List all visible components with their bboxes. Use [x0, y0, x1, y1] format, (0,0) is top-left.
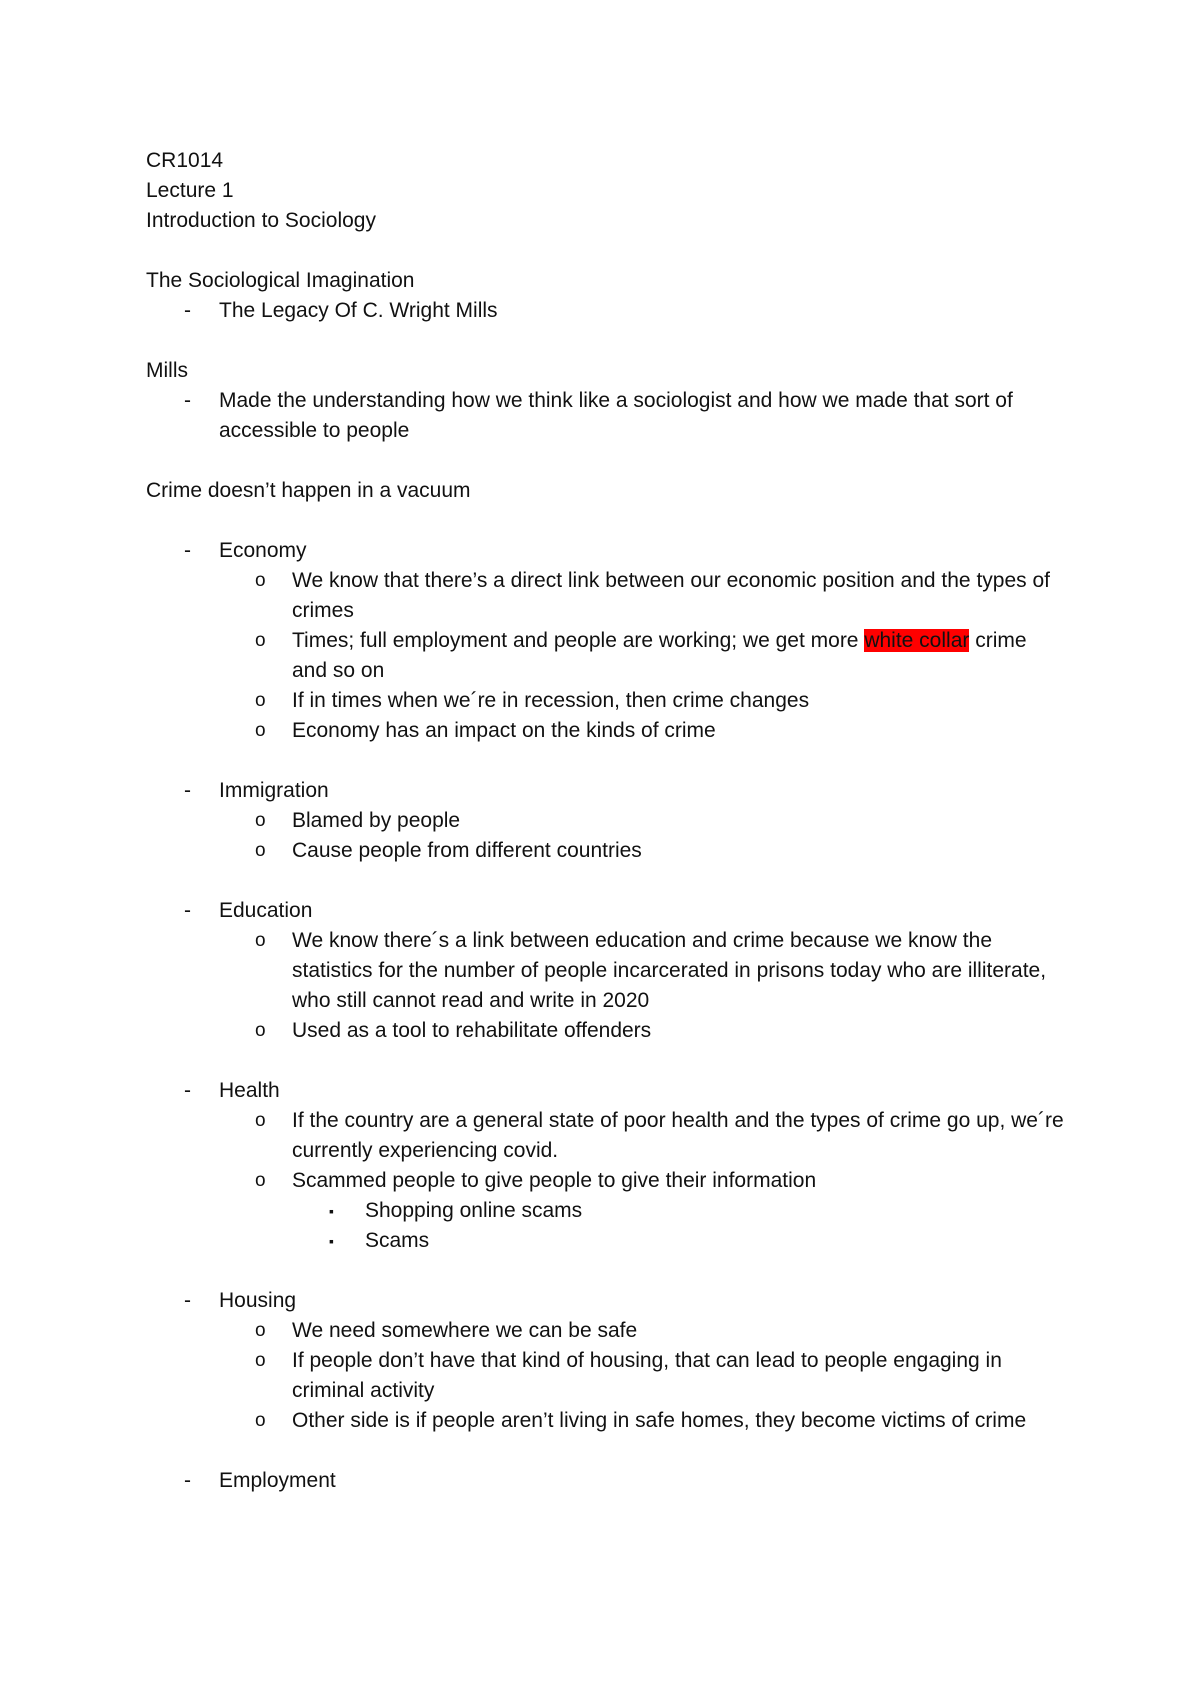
sub-list-item-text: Scammed people to give people to give their information [292, 1169, 817, 1192]
list-item-text: Housing [219, 1289, 297, 1312]
list-item [146, 386, 1066, 446]
sub-list-item-text: If people don’t have that kind of housing, that can lead to people engaging in criminal activity [292, 1349, 1002, 1402]
sub-list-item-text: If the country are a general state of poor health and the types of crime go up, we´re currently experiencing covid. [292, 1109, 1064, 1162]
circle-marker: o [255, 1170, 266, 1191]
sub-list-item-text: Blamed by people [292, 809, 461, 832]
lecture-number: Lecture 1 [146, 179, 234, 202]
sub-list-item-text: Used as a tool to rehabilitate offenders [292, 1019, 652, 1042]
dash-marker: - [184, 1469, 191, 1492]
dash-marker: - [184, 1289, 191, 1312]
sub-list-item [146, 1106, 1066, 1166]
sub-list-item-text: We know that there’s a direct link between our economic position and the types of crimes [292, 569, 1050, 622]
circle-marker: o [255, 570, 266, 591]
sub-list-item [146, 626, 1066, 686]
circle-marker: o [255, 1410, 266, 1431]
circle-marker: o [255, 1020, 266, 1041]
square-marker: ▪ [329, 1233, 334, 1249]
sub-list-item-text: crime and so on [292, 629, 1027, 682]
sub-list-item-text: Economy has an impact on the kinds of crime [292, 719, 716, 742]
circle-marker: o [255, 930, 266, 951]
list-item-immigration [146, 776, 1066, 806]
dash-marker: - [184, 539, 191, 562]
circle-marker: o [255, 810, 266, 831]
circle-marker: o [255, 1110, 266, 1131]
page-title: Introduction to Sociology [146, 209, 376, 232]
list-item-text: Economy [219, 539, 307, 562]
sub-list-item [146, 1346, 1066, 1406]
list-item-education [146, 896, 1066, 926]
circle-marker: o [255, 720, 266, 741]
list-item-employment [146, 1466, 1066, 1496]
sub-list-item [146, 1016, 1066, 1046]
sub-list-item [146, 926, 1066, 1016]
circle-marker: o [255, 840, 266, 861]
sub-list-item [146, 1316, 1066, 1346]
list-item-text: Made the understanding how we think like a sociologist and how we made that sort of accessible to people [219, 389, 1013, 442]
sub-list-item [146, 806, 1066, 836]
document-body [146, 146, 1066, 1496]
sub-list-item [146, 686, 1066, 716]
list-item-text: Employment [219, 1469, 336, 1492]
list-item-economy [146, 536, 1066, 566]
square-marker: ▪ [329, 1203, 334, 1219]
sub-sub-list-item [146, 1226, 1066, 1256]
sub-list-item [146, 716, 1066, 746]
sub-list-item-text: Other side is if people aren’t living in safe homes, they become victims of crime [292, 1409, 1027, 1432]
dash-marker: - [184, 899, 191, 922]
sub-list-item [146, 1406, 1066, 1436]
section-heading-crime-vacuum: Crime doesn’t happen in a vacuum [146, 479, 471, 502]
list-item-health [146, 1076, 1066, 1106]
dash-marker: - [184, 299, 191, 322]
dash-marker: - [184, 1079, 191, 1102]
sub-list-item-text: Times; full employment and people are working; we get more [292, 629, 865, 652]
dash-marker: - [184, 389, 191, 412]
circle-marker: o [255, 1320, 266, 1341]
circle-marker: o [255, 1350, 266, 1371]
dash-marker: - [184, 779, 191, 802]
circle-marker: o [255, 630, 266, 651]
sub-list-item-text: We need somewhere we can be safe [292, 1319, 638, 1342]
list-item-housing [146, 1286, 1066, 1316]
sub-list-item [146, 836, 1066, 866]
sub-sub-list-item [146, 1196, 1066, 1226]
section-heading-sociological-imagination: The Sociological Imagination [146, 269, 415, 292]
list-item-text: Education [219, 899, 313, 922]
list-item [146, 296, 1066, 326]
list-item-text: Health [219, 1079, 280, 1102]
sub-list-item [146, 1166, 1066, 1196]
highlighted-text: white collar [864, 629, 970, 652]
sub-sub-list-item-text: Shopping online scams [365, 1199, 583, 1222]
sub-list-item [146, 566, 1066, 626]
sub-list-item-text: If in times when we´re in recession, then crime changes [292, 689, 810, 712]
course-code: CR1014 [146, 149, 224, 172]
sub-sub-list-item-text: Scams [365, 1229, 430, 1252]
section-heading-mills: Mills [146, 359, 188, 382]
list-item-text: Immigration [219, 779, 329, 802]
sub-list-item-text: Cause people from different countries [292, 839, 642, 862]
sub-list-item-text: We know there´s a link between education and crime because we know the statistics for the number of people incarcerated in prisons today who are illiterate, who still cannot read and write in 2020 [292, 929, 1047, 1012]
circle-marker: o [255, 690, 266, 711]
list-item-text: The Legacy Of C. Wright Mills [219, 299, 498, 322]
